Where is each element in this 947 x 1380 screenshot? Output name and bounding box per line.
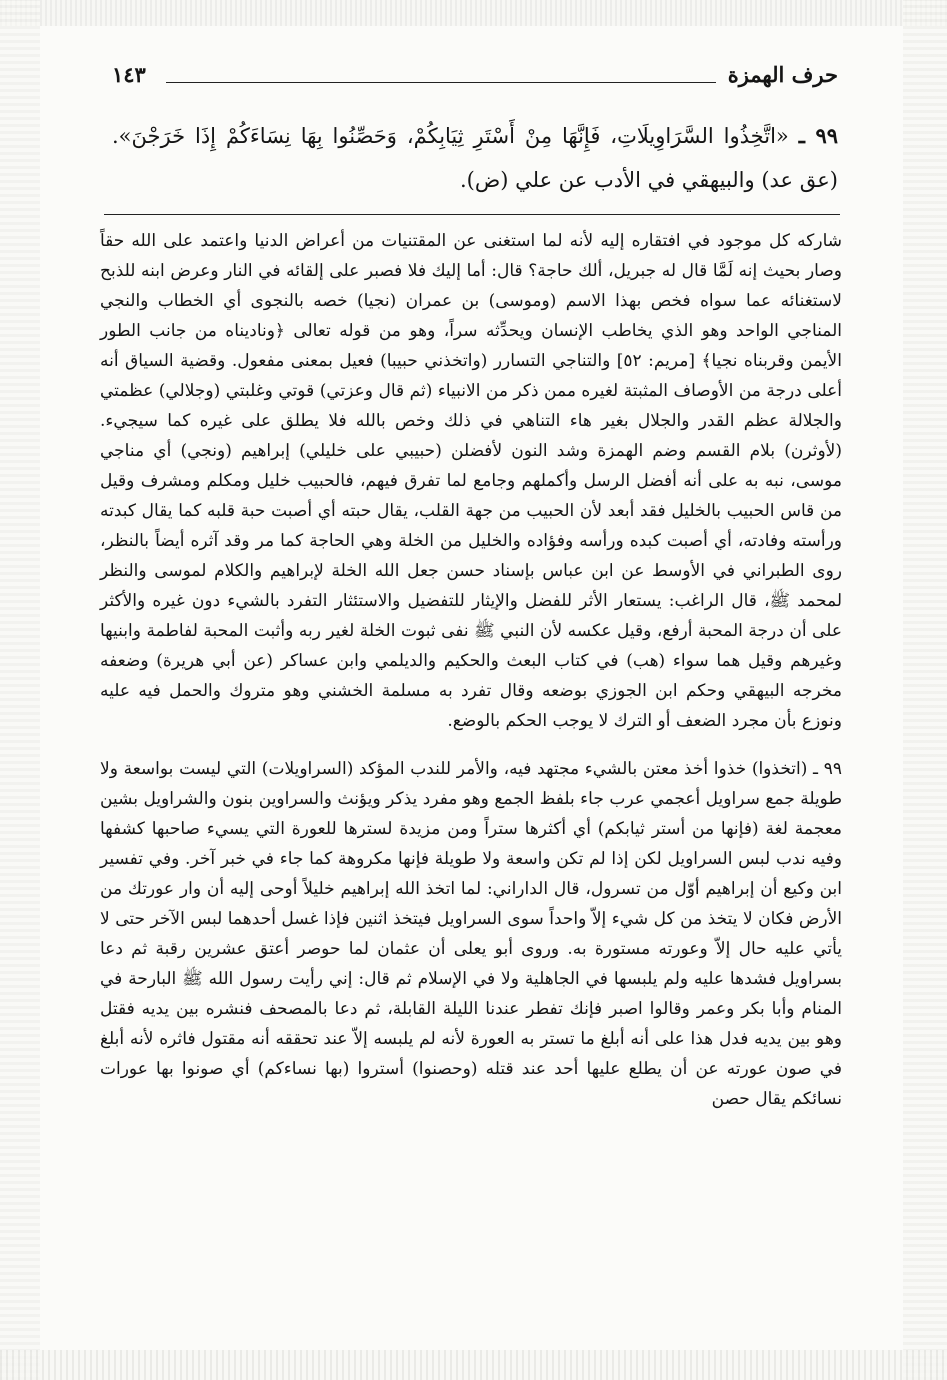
hadith-text [112, 114, 838, 202]
commentary-paragraph-1: شاركه كل موجود في افتقاره إليه لأنه لما استغنى عن المقتنيات من أعراض الدنيا واعتمد على الله حقاً وصار بحيث إنه لَمَّا قال له جبريل، ألك حاجة؟ قال: أما إليك فلا فصبر على إلقائه في النار وعرض ابنه للذبح لاستغنائه عما سواه فخص بهذا الاسم (وموسى) بن عمران (نجيا) خصه بالنجوى أي الخطاب والنجي المناجي الواحد وهو الذي يخاطب الإنسان ويحدِّثه سراً، وهو من قوله تعالى ﴿وناديناه من جانب الطور الأيمن وقربناه نجيا﴾ [مريم: ٥٢] والتناجي التسارر (واتخذني حبيبا) فعيل بمعنى مفعول. وقضية السياق أنه أعلى درجة من الأوصاف المثبتة لغيره ممن ذكر من الانبياء (ثم قال وعزتي) قوتي وغلبتي (وجلالي) عظمتي والجلالة عظم القدر والجلال بغير هاء التناهي في ذلك وخص بالله فلا يطلق على غيره كما سيجيء. (لأوثرن) بلام القسم وضم الهمزة وشد النون لأفضلن (حبيبي على خليلي) إبراهيم (ونجي) أي مناجي موسى، نبه به على أنه أفضل الرسل وأكملهم وجامع لما تفرق فيهم، فالحبيب خليل ومكلم ومشرف وقيل من قاس الحبيب بالخليل فقد أبعد لأن الحبيب من جهة القلب، يقال حبته أي أصبت حبة قلبه كما يقال كبدته ورأسته وفادته، أي أصبت كبده ورأسه وفؤاده والخليل من الخلة وهي الحاجة كما مر وقد آثره أيضاً بالنظر، روى الطبراني في الأوسط عن ابن عباس بإسناد حسن جعل الله الخلة لإبراهيم والكلام لموسى والنظر لمحمد ﷺ، قال الراغب: يستعار الأثر للفضل والإيثار للتفضيل والاستئثار التفرد بالشيء دون غيره والأكثر على أن درجة المحبة أرفع، وقيل عكسه لأن النبي ﷺ نفى ثبوت الخلة لغير ربه وأثبت المحبة لفاطمة وابنيها وغيرهم وقيل هما سواء (هب) في كتاب البعث والحكيم والديلمي وابن عساكر (عن أبي هريرة) وضعفه مخرجه البيهقي وحكم ابن الجوزي بوضعه وقال تفرد به مسلمة الخشني وهو متروك والحمل فيه عليه ونوزع بأن مجرد الضعف أو الترك لا يوجب الحكم بالوضع. [100, 231, 842, 731]
commentary [100, 226, 842, 1114]
commentary-paragraph-2: ٩٩ ـ (اتخذوا) خذوا أخذ معتن بالشيء مجتهد فيه، والأمر للندب المؤكد (السراويلات) التي ليست بواسعة ولا طويلة جمع سراويل أعجمي عرب جاء بلفظ الجمع وهو مفرد يذكر ويؤنث والسراوين بنون والشراويل بشين معجمة لغة (فإنها من أستر ثيابكم) أي أكثرها ستراً ومن مزيدة لسترها للعورة التي يسيء صاحبها كشفها وفيه ندب لبس السراويل لكن إذا لم تكن واسعة ولا طويلة فإنها مكروهة كما جاء في خبر آخر. وفي تفسير ابن وكيع أن إبراهيم أوّل من تسرول، قال الداراني: لما اتخذ الله إبراهيم خليلاً أوحى إليه أن وار عورتك من الأرض فكان لا يتخذ من كل شيء إلاّ واحداً سوى السراويل فيتخذ اثنين فإذا غسل أحدهما لبس الآخر حتى لا يأتي عليه حال إلاّ وعورته مستورة به. وروى أبو يعلى أن عثمان لما حوصر أعتق عشرين رقبة ثم دعا بسراويل فشدها عليه ولم يلبسها في الجاهلية ولا في الإسلام ثم قال: إني رأيت رسول الله ﷺ البارحة في المنام وأبا بكر وعمر وقالوا اصبر فإنك تفطر عندنا الليلة القابلة، ثم دعا بالمصحف فنشره بين يديه فقتل وهو بين يديه فدل هذا على أنه أبلغ ما تستر به العورة لأنه لم يلبسه إلاّ عند تحققه أنه مقتول فاثره لأنه أبلغ في صون عورته عن أن يطلع عليها أحد عند قتله (وحصنوا) أستروا (بها نساءكم) أي صونوا بها عورات نسائكم يقال حصن [100, 759, 843, 1109]
scan-edge-right [903, 0, 947, 1380]
page-number: ١٤٣ [112, 62, 146, 87]
scan-edge-top [0, 0, 947, 26]
hadith-number: ٩٩ ـ [798, 123, 838, 148]
running-header [112, 58, 838, 94]
hadith-body: «اتَّخِذُوا السَّرَاوِيلَاتِ، فَإِنَّهَا مِنْ أَسْتَرِ ثِيَابِكُمْ، وَحَصِّنُوا بِهَا نِسَاءَكُمْ إِذَا خَرَجْنَ». (عق عد) والبيهقي في الأدب عن علي (ض). [112, 124, 838, 192]
hadith-paragraph [112, 114, 838, 202]
scan-edge-bottom [0, 1350, 947, 1380]
footnote-divider [104, 214, 840, 215]
header-rule [166, 82, 716, 83]
paragraph-gap [100, 736, 842, 754]
chapter-title: حرف الهمزة [727, 62, 838, 87]
scan-edge-left [0, 0, 40, 1380]
